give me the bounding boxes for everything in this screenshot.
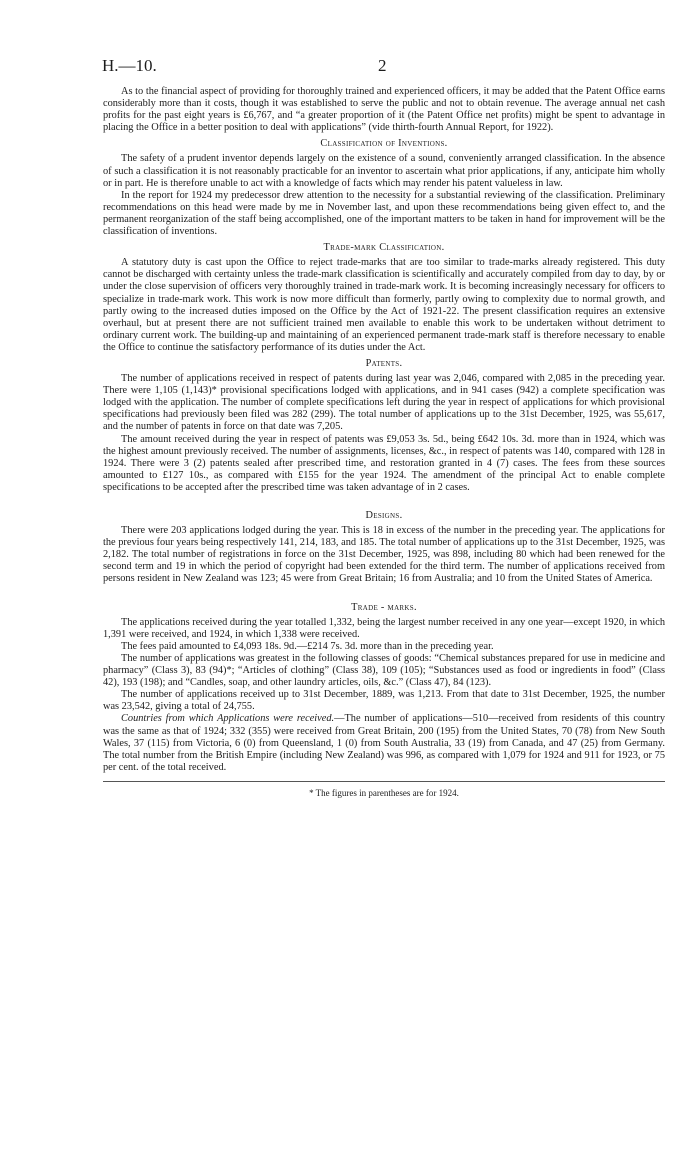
footnote-divider bbox=[103, 781, 665, 782]
trademarks-paragraph-2: The fees paid amounted to £4,093 18s. 9d.—£214 7s. 3d. more than in the preceding year. bbox=[121, 640, 494, 652]
designs-paragraph: There were 203 applications lodged during the year. This is 18 in excess of the number in the preceding year. The applications for the previous four years being respectively 141, 214, 183, and 185. The total number of applications up to the 31st December, 1925, was 2,182. The total number of registrations in force on the 31st December, 1925, was 898, including 80 which had been renewed for the second term and 19 in which the period of copyright had been extended for the third term. The number of applications received from persons resident in New Zealand was 123; 45 were from Great Britain; 16 from Australia; and 10 from the United States of America. bbox=[103, 525, 665, 585]
trademark-classification-heading: Trade-mark Classification. bbox=[323, 242, 445, 254]
countries-text: —The number of applications—510—received from residents of this country was the same as that of 1924; 332 (355) were received from Great Britain, 200 (195) from the United States, 70 (78) from New South Wales, 37 (115) from Victoria, 6 (0) from Queensland, 1 (0) from South Australia, 33 (19) from Canada, and 47 (25) from Germany. The total number from the British Empire (including New Zealand) was 996, as compared with 1,079 for 1924 and 911 for 1923, or 75 per cent. of the total received. bbox=[103, 713, 665, 773]
patents-heading: Patents. bbox=[365, 357, 403, 369]
patents-paragraph-1: The number of applications received in respect of patents during last year was 2,046, compared with 2,085 in the preceding year. There were 1,105 (1,143)* provisional specifications lodged with applications, and in 941 cases (942) a complete specification was lodged with the application. The number of complete specifications left during the year in respect of applications for which provisional specifications had previously been filed was 282 (299). The total number of applications up to the 31st December, 1925, was 55,617, and the number of patents in force on that date was 7,205. bbox=[103, 373, 665, 433]
trademarks-paragraph-3: The number of applications was greatest in the following classes of goods: “Chemical substances prepared for use in medicine and pharmacy” (Class 3), 83 (94)*; “Articles of clothing” (Class 38), 109 (105); “Substances used as food or ingredients in food” (Class 42), 193 (198); and “Candles, soap, and other laundry articles, oils, &c.” (Class 47), 84 (123). bbox=[103, 652, 665, 689]
trademarks-heading: Trade - marks. bbox=[351, 601, 417, 613]
document-body bbox=[103, 86, 665, 799]
section-spacer bbox=[103, 494, 665, 506]
patents-paragraph-2: The amount received during the year in respect of patents was £9,053 3s. 5d., being £642 10s. 3d. more than in 1924, which was the highest amount previously received. The number of assignments, licenses, &c., in respect of patents was 140, compared with 128 in 1924. There were 3 (2) patents sealed after prescribed time, and restoration granted in 4 (7) cases. The fees from these sources amounted to £127 10s., as compared with £155 for the year 1924. The amendment of the principal Act to enable complete specifications to be accepted after the prescribed time was taken advantage of in 2 cases. bbox=[103, 433, 665, 493]
designs-heading: Designs. bbox=[365, 510, 403, 521]
trademarks-paragraph-4: The number of applications received up to 31st December, 1889, was 1,213. From that date to 31st December, 1925, the number was 23,542, giving a total of 24,755. bbox=[103, 689, 665, 713]
countries-subheading: Countries from which Applications were received. bbox=[121, 713, 335, 725]
trademark-classification-paragraph: A statutory duty is cast upon the Office to reject trade-marks that are too similar to trade-marks already registered. This duty cannot be discharged with certainty unless the trade-mark classification is scientifically and accurately compiled from day to day, by or under the close supervision of officers very thoroughly trained in trade-mark work. It is becoming increasingly necessary for officers to specialize in trade-mark work. This work is now more difficult than formerly, partly owing to complexity due to normal growth, and partly owing to the increased duties imposed on the Office by the Act of 1921-22. The present classification requires an extensive overhaul, but at present there are not sufficient trained men available to enable this work to be undertaken without detriment to ordinary current work. The building-up and maintaining of an experienced permanent trade-mark staff is therefore necessary to enable the Office to continue the satisfactory performance of its duties under the Act. bbox=[103, 257, 665, 353]
classification-heading: Classification of Inventions. bbox=[320, 138, 448, 150]
document-reference: H.—10. bbox=[102, 56, 157, 75]
section-spacer bbox=[103, 586, 665, 598]
classification-paragraph-2: In the report for 1924 my predecessor drew attention to the necessity for a substantial reviewing of the classification. Preliminary recommendations on this head were made by me in November last, and upon these recommendations being given effect to, and the permanent reorganization of the staff being accomplished, one of the important matters to be taken in hand for improvement will be the classification of inventions. bbox=[103, 189, 665, 238]
intro-paragraph: As to the financial aspect of providing for thoroughly trained and experienced officers, it may be added that the Patent Office earns considerably more than it costs, though it was established to serve the public and not to obtain revenue. The average annual net cash profits for the past eight years is £6,767, and “a greater proportion of it (the Patent Office net profits) might be spent to advantage in placing the Office in a better position to deal with applications” (vide thirth-fourth Annual Report, for 1922). bbox=[103, 86, 665, 134]
classification-paragraph-1: The safety of a prudent inventor depends largely on the existence of a sound, conveniently arranged classification. In the absence of such a classification it is not reasonably practicable for an inventor to ascertain what prior applications, if any, anticipate him wholly or in part. He is therefore unable to act with a knowledge of facts which may render his patent valueless in law. bbox=[103, 153, 665, 189]
footnote: * The figures in parentheses are for 1924. bbox=[309, 787, 459, 798]
trademarks-paragraph-1: The applications received during the year totalled 1,332, being the largest number received in any one year—except 1920, in which 1,391 were received, and 1924, in which 1,338 were received. bbox=[103, 616, 665, 640]
trademarks-paragraph-5 bbox=[103, 713, 665, 773]
page-number: 2 bbox=[378, 56, 387, 75]
